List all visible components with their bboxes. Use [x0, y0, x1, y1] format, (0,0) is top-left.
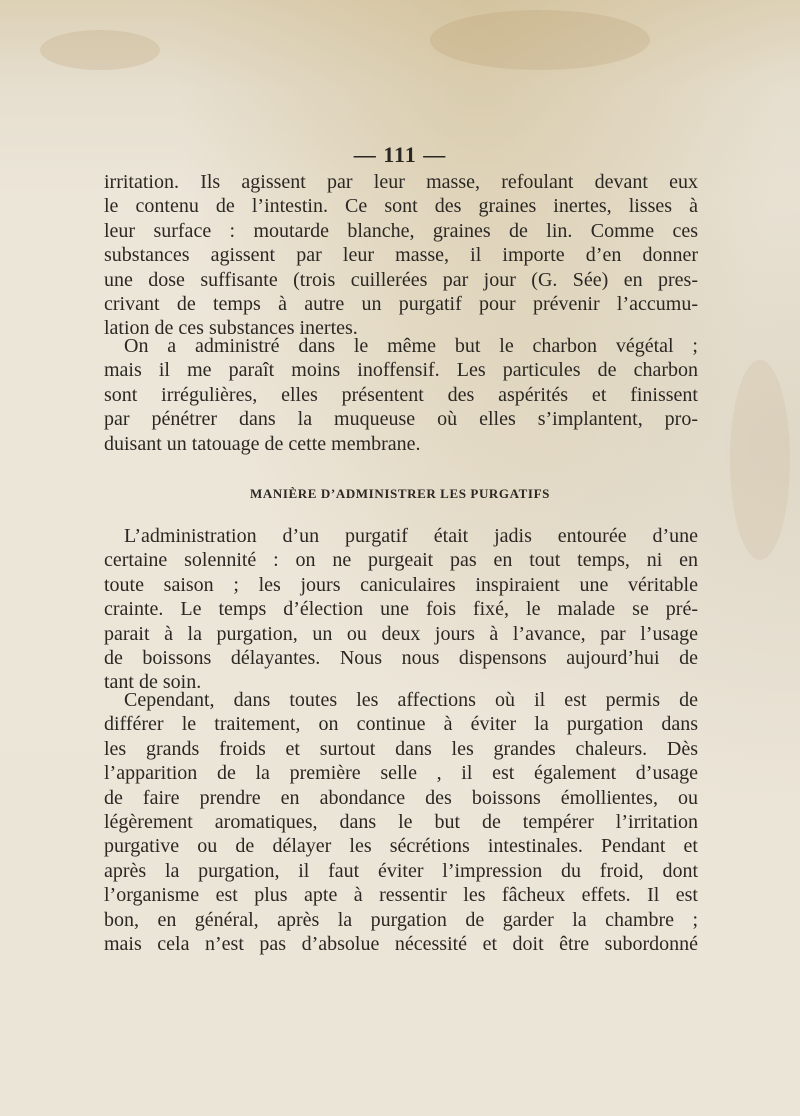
text-line: crainte. Le temps d’élection une fois fixé, le malade se pré- — [104, 598, 698, 621]
text-line: mais cela n’est pas d’absolue nécessité et doit être subordonné — [104, 932, 698, 955]
section-heading: MANIÈRE D’ADMINISTRER LES PURGATIFS — [250, 486, 550, 501]
text-line: lation de ces substances inertes. — [104, 317, 358, 340]
text-line: L’administration d’un purgatif était jadis entourée d’une — [124, 525, 698, 547]
paper-stain — [430, 10, 650, 70]
text-line: On a administré dans le même but le charbon végétal ; — [124, 335, 698, 357]
text-line: mais il me paraît moins inoffensif. Les particules de charbon — [104, 359, 698, 382]
text-line: crivant de temps à autre un purgatif pour prévenir l’accumu- — [104, 292, 698, 315]
text-line: parait à la purgation, un ou deux jours à l’avance, par l’usage — [104, 622, 698, 645]
paragraph-1 — [104, 170, 698, 341]
text-line: bon, en général, après la purgation de garder la chambre ; — [104, 908, 698, 931]
text-line: après la purgation, il faut éviter l’impression du froid, dont — [104, 859, 698, 882]
text-line: tant de soin. — [104, 671, 202, 694]
page-number: — 111 — — [353, 142, 447, 167]
text-line: toute saison ; les jours caniculaires inspiraient une véritable — [104, 573, 698, 596]
text-line: légèrement aromatiques, dans le but de tempérer l’irritation — [104, 810, 698, 833]
paragraph-2 — [104, 334, 698, 456]
paragraph-3 — [104, 524, 698, 695]
text-line: leur surface : moutarde blanche, graines de lin. Comme ces — [104, 219, 698, 242]
text-line: une dose suffisante (trois cuillerées par jour (G. Sée) en pres- — [104, 268, 698, 291]
paragraph-4 — [104, 688, 698, 956]
text-line: l’organisme est plus apte à ressentir les fâcheux effets. Il est — [104, 884, 698, 907]
text-line: de boissons délayantes. Nous nous dispensons aujourd’hui de — [104, 646, 698, 669]
text-line: substances agissent par leur masse, il importe d’en donner — [104, 244, 698, 267]
text-line: de faire prendre en abondance des boissons émollientes, ou — [104, 786, 698, 809]
paper-stain — [730, 360, 790, 560]
text-line: différer le traitement, on continue à éviter la purgation dans — [104, 713, 698, 736]
text-line: certaine solennité : on ne purgeait pas en tout temps, ni en — [104, 549, 698, 572]
text-line: par pénétrer dans la muqueuse où elles s’implantent, pro- — [104, 408, 698, 431]
text-line: duisant un tatouage de cette membrane. — [104, 432, 421, 455]
text-line: le contenu de l’intestin. Ce sont des graines inertes, lisses à — [104, 195, 698, 218]
text-line: sont irrégulières, elles présentent des aspérités et finissent — [104, 383, 698, 406]
text-line: l’apparition de la première selle , il est également d’usage — [104, 762, 698, 785]
text-line: irritation. Ils agissent par leur masse, refoulant devant eux — [104, 171, 698, 193]
paper-stain — [40, 30, 160, 70]
text-line: les grands froids et surtout dans les grandes chaleurs. Dès — [104, 737, 698, 760]
text-line: Cependant, dans toutes les affections où il est permis de — [124, 689, 698, 711]
text-line: purgative ou de délayer les sécrétions intestinales. Pendant et — [104, 835, 698, 858]
